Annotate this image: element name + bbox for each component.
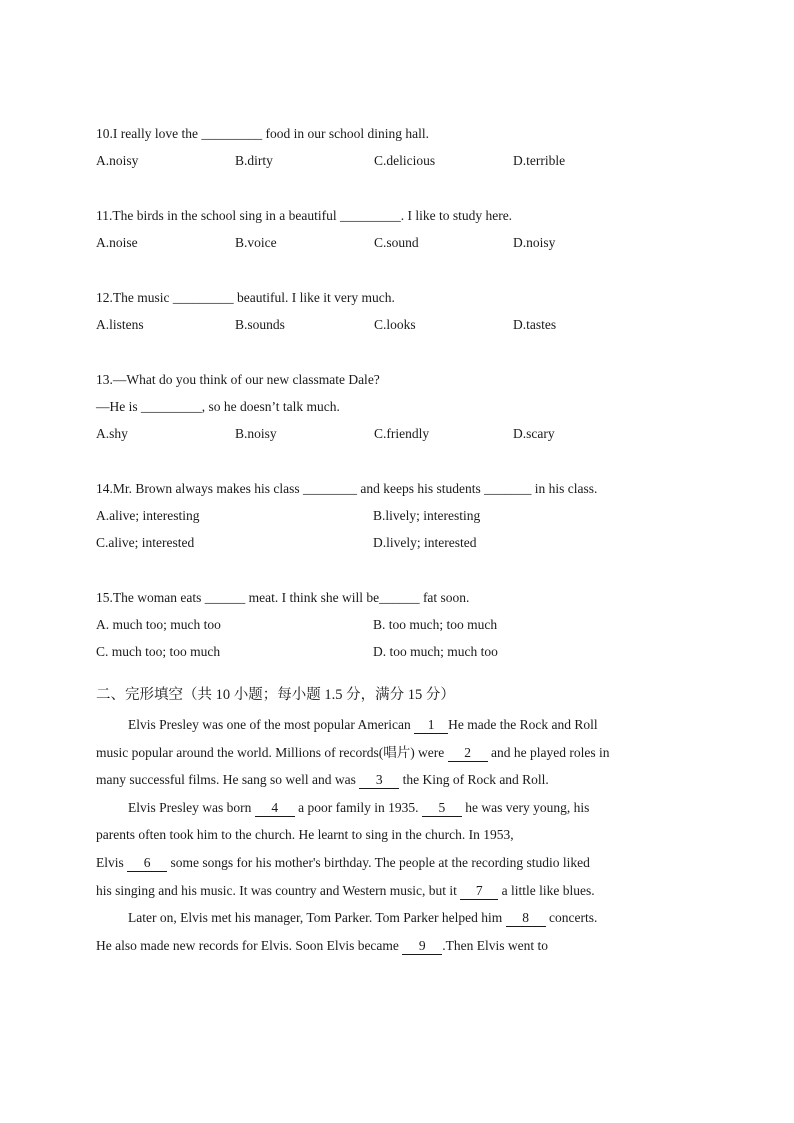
cloze-passage (96, 711, 706, 959)
option-a: A.noisy (96, 153, 139, 168)
option-a: A.noise (96, 235, 138, 250)
option-d: D.noisy (513, 235, 556, 250)
blank-4: 4 (255, 800, 295, 817)
option-b: B.dirty (235, 153, 273, 168)
options-row (96, 615, 706, 642)
blank-8: 8 (506, 910, 546, 927)
option-d: D.tastes (513, 317, 557, 332)
options-row (96, 533, 706, 560)
options-row (96, 315, 706, 342)
passage-line: Elvis Presley was born 4 a poor family in 1935. 5 he was very young, his (128, 799, 590, 815)
option-d: D. too much; much too (373, 644, 498, 659)
worksheet-page (96, 124, 706, 959)
options-row (96, 642, 706, 669)
option-c: C.sound (374, 235, 419, 250)
question-stem: 15.The woman eats ______ meat. I think she will be______ fat soon. (96, 590, 470, 605)
passage-line: many successful films. He sang so well and was 3 the King of Rock and Roll. (96, 772, 549, 788)
option-c: C. much too; too much (96, 644, 221, 659)
question-11 (96, 206, 706, 260)
option-c: C.friendly (374, 426, 430, 441)
blank-9: 9 (402, 938, 442, 955)
question-stem: 12.The music _________ beautiful. I like it very much. (96, 290, 395, 305)
section-title: 二、完形填空（共 10 小题；每小题 1.5 分，满分 15 分） (96, 687, 455, 703)
passage-line: Elvis 6 some songs for his mother's birthday. The people at the recording studio liked (96, 854, 590, 870)
question-14 (96, 479, 706, 560)
question-stem-line-2: —He is _________, so he doesn’t talk much. (96, 399, 340, 414)
option-b: B. too much; too much (373, 617, 498, 632)
question-10 (96, 124, 706, 178)
option-d: D.lively; interested (373, 535, 477, 550)
option-c: C.delicious (374, 153, 436, 168)
option-d: D.terrible (513, 153, 566, 168)
question-stem: 11.The birds in the school sing in a beautiful _________. I like to study here. (96, 208, 513, 223)
blank-6: 6 (127, 855, 167, 872)
question-stem: 14.Mr. Brown always makes his class ________ and keeps his students _______ in his class. (96, 481, 598, 496)
blank-7: 7 (460, 883, 498, 900)
passage-line: He also made new records for Elvis. Soon Elvis became 9 .Then Elvis went to (96, 937, 549, 953)
question-13 (96, 370, 706, 451)
passage-line: his singing and his music. It was country and Western music, but it 7 a little like blues. (96, 882, 595, 898)
option-a: A.shy (96, 426, 128, 441)
blank-1: 1 (414, 717, 448, 734)
question-stem: 13.—What do you think of our new classmate Dale? (96, 372, 380, 387)
option-d: D.scary (513, 426, 555, 441)
option-c: C.alive; interested (96, 535, 195, 550)
option-b: B.noisy (235, 426, 277, 441)
options-row (96, 233, 706, 260)
option-a: A.listens (96, 317, 144, 332)
blank-5: 5 (422, 800, 462, 817)
passage-line: music popular around the world. Millions of records(唱片) were 2 and he played roles in (96, 744, 610, 760)
passage-line: Elvis Presley was one of the most popular American 1 He made the Rock and Roll (128, 717, 598, 732)
passage-line: Later on, Elvis met his manager, Tom Parker. Tom Parker helped him 8 concerts. (128, 910, 598, 926)
question-15 (96, 588, 706, 669)
option-a: A.alive; interesting (96, 508, 200, 523)
question-12 (96, 288, 706, 342)
option-b: B.sounds (235, 317, 285, 332)
blank-3: 3 (359, 772, 399, 789)
options-row (96, 506, 706, 533)
option-b: B.lively; interesting (373, 508, 481, 523)
options-row (96, 424, 706, 451)
question-stem: 10.I really love the _________ food in our school dining hall. (96, 126, 429, 141)
options-row (96, 151, 706, 178)
option-a: A. much too; much too (96, 617, 221, 632)
blank-2: 2 (448, 745, 488, 762)
passage-line: parents often took him to the church. He learnt to sing in the church. In 1953, (96, 827, 514, 843)
option-c: C.looks (374, 317, 416, 332)
option-b: B.voice (235, 235, 277, 250)
